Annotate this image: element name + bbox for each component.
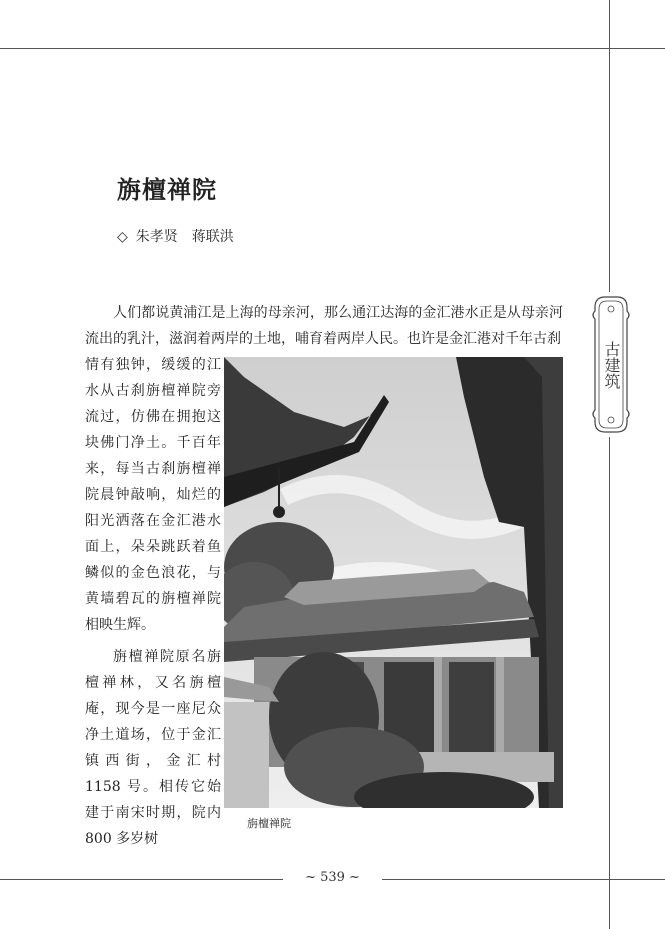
author-name: 蒋联洪: [191, 229, 234, 245]
author-line: [117, 226, 234, 246]
text-column: [85, 352, 221, 852]
article-title: 旃檀禅院: [117, 175, 217, 204]
body-paragraph: 旃檀禅院原名旃檀禅林，又名旃檀庵，现今是一座尼众净土道场，位于金汇镇西街，金汇村 1158 号。相传它始建于南宋时期，院内 800 多岁树: [85, 649, 221, 847]
top-rule: [0, 48, 665, 49]
right-margin-line-top: [609, 0, 610, 292]
figure-caption: 旃檀禅院: [247, 817, 291, 830]
section-tab: [589, 293, 633, 436]
temple-photo-drawing: [224, 357, 563, 808]
body-paragraph: 人们都说黄浦江是上海的母亲河，那么通江达海的金汇港水正是从母亲河流出的乳汁，滋润着两岸的土地，哺育着两岸人民。也许是金汇港对千年古刹: [85, 305, 563, 347]
page-number: ~ 539 ~: [305, 870, 360, 885]
right-margin-line-bottom: [609, 437, 610, 929]
section-label: 古建筑: [602, 340, 621, 389]
temple-photo: [224, 357, 563, 808]
author-name: 朱孝贤: [135, 229, 178, 245]
body-paragraph-continued: 情有独钟，缓缓的江水从古刹旃檀禅院旁流过，仿佛在拥抱这块佛门净土。千百年来，每当古刹旃檀禅院晨钟敲响，灿烂的阳光洒落在金汇港水面上，朵朵跳跃着鱼鳞似的金色浪花，与黄墙碧瓦的旃檀禅院相映生辉。: [85, 357, 221, 633]
diamond-icon: ◇: [117, 229, 128, 245]
